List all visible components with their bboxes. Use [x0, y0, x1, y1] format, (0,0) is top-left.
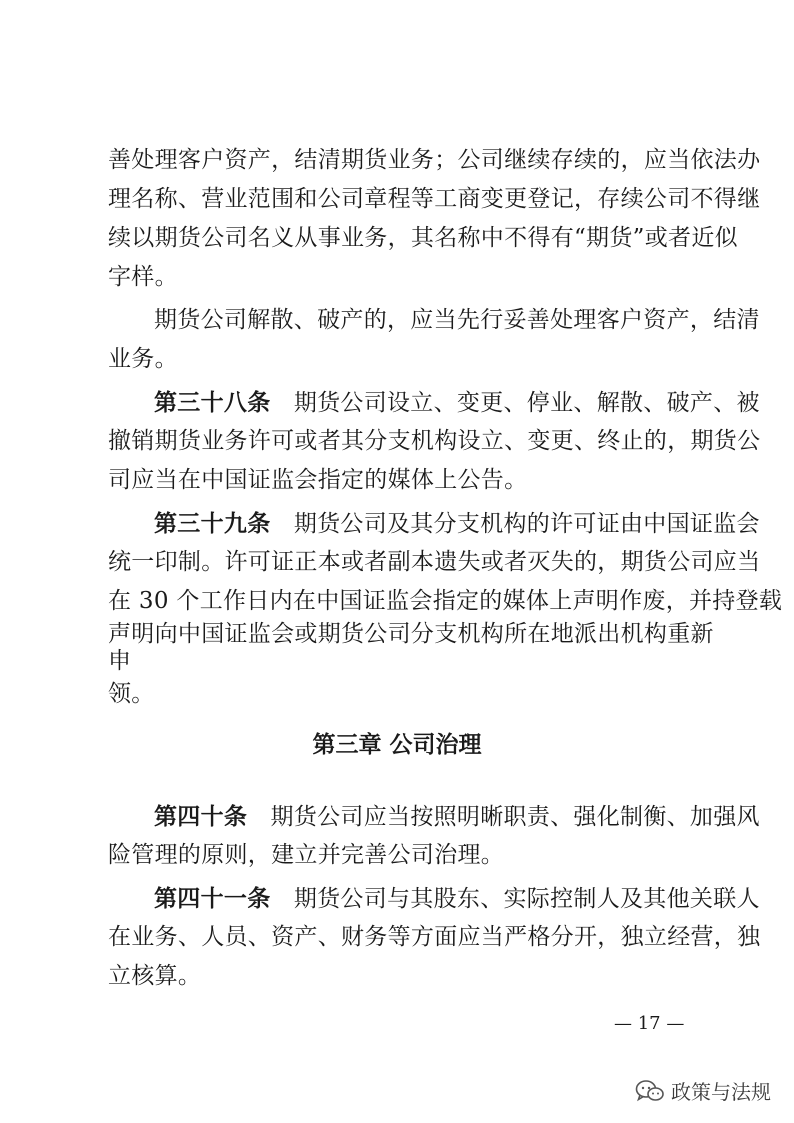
paragraph-line: 善处理客户资产，结清期货业务；公司继续存续的，应当依法办	[108, 147, 761, 173]
paragraph-line: 期货公司与其股东、实际控制人及其他关联人	[293, 886, 760, 912]
paragraph-line: 统一印制。许可证正本或者副本遗失或者灭失的，期货公司应当	[108, 549, 761, 575]
document-body-bottom	[108, 797, 761, 996]
article-40-first-line	[108, 797, 760, 836]
paragraph-line: 续以期货公司名义从事业务，其名称中不得有“期货”或者近似	[108, 225, 738, 251]
article-number: 第四十一条	[154, 885, 271, 912]
article-number: 第三十九条	[154, 510, 271, 537]
watermark-text: 政策与法规	[671, 1080, 771, 1104]
paragraph-line: 撤销期货业务许可或者其分支机构设立、变更、终止的，期货公	[108, 428, 761, 454]
paragraph-line: 声明向中国证监会或期货公司分支机构所在地派出机构重新	[108, 621, 714, 647]
paragraph-line: 业务。	[108, 346, 178, 372]
paragraph-line: 申	[108, 648, 132, 674]
article-number: 第三十八条	[154, 389, 271, 416]
paragraph-line: 理名称、营业范围和公司章程等工商变更登记，存续公司不得继	[108, 186, 761, 212]
chapter-heading: 第三章 公司治理	[312, 731, 482, 758]
paragraph-line: 在 30 个工作日内在中国证监会指定的媒体上声明作废，并持登载	[108, 588, 783, 614]
paragraph-line: 期货公司设立、变更、停业、解散、破产、被	[293, 390, 760, 416]
paragraph-line: 期货公司及其分支机构的许可证由中国证监会	[293, 511, 760, 537]
paragraph-line: 险管理的原则，建立并完善公司治理。	[108, 842, 505, 868]
paragraph-line: 立核算。	[108, 963, 202, 989]
document-body-top	[108, 141, 783, 714]
paragraph-line: 字样。	[108, 264, 178, 290]
paragraph-line: 司应当在中国证监会指定的媒体上公告。	[108, 467, 528, 493]
wechat-icon	[635, 1079, 665, 1103]
article-39-first-line	[108, 504, 760, 543]
article-38-first-line	[108, 383, 760, 422]
page-number: — 17 —	[614, 1013, 685, 1034]
article-41-first-line	[108, 879, 760, 918]
paragraph-line: 期货公司解散、破产的，应当先行妥善处理客户资产，结清	[154, 307, 760, 333]
paragraph-line: 在业务、人员、资产、财务等方面应当严格分开，独立经营，独	[108, 924, 761, 950]
paragraph-line: 领。	[108, 681, 155, 707]
watermark	[635, 1076, 771, 1105]
article-number: 第四十条	[154, 803, 248, 830]
paragraph-line: 期货公司应当按照明晰职责、强化制衡、加强风	[270, 804, 760, 830]
